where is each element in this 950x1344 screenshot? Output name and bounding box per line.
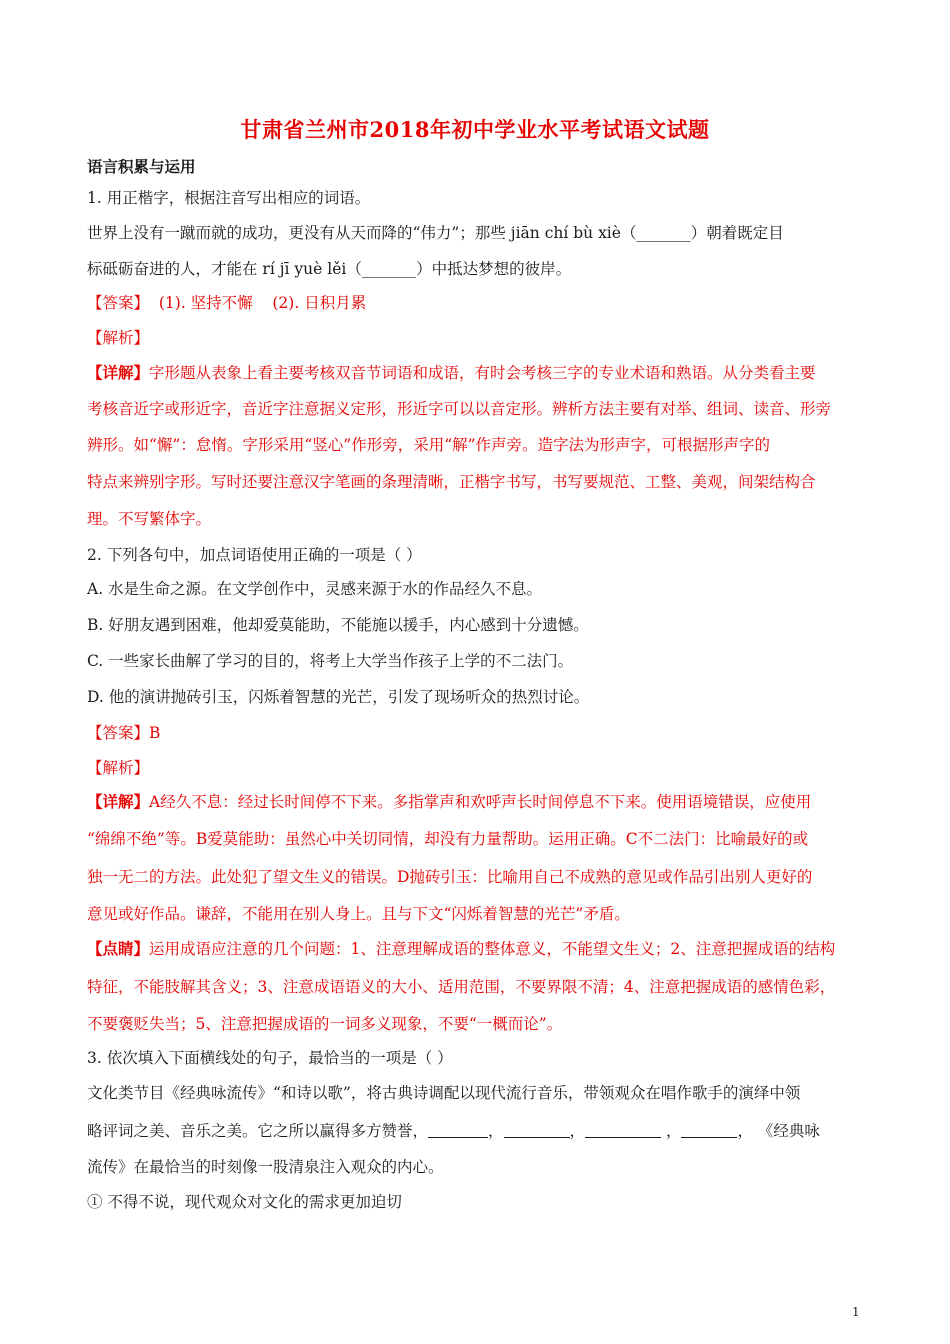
q1-stem: 1. 用正楷字，根据注音写出相应的词语。 — [87, 189, 371, 207]
fill-blank-1 — [428, 1121, 488, 1138]
detail-label: 【详解】 — [87, 792, 150, 811]
q3-text-line-1: 文化类节目《经典咏流传》“和诗以歌”，将古典诗调配以现代流行音乐，带领观众在唱作歌手的演绎中领 — [87, 1084, 801, 1102]
q2-tip-line-2: 特征，不能肢解其含义；3、注意成语语义的大小、适用范围，不要界限不清；4、注意把握成语的感情色彩， — [87, 978, 836, 996]
q1-detail-line-4: 特点来辨别字形。写时还要注意汉字笔画的条理清晰，正楷字书写，书写要规范、工整、美观，间架结构合 — [87, 473, 816, 491]
q3-text-part: 《经典咏 — [757, 1122, 820, 1140]
q1-detail-line-3: 辨形。如“懈”：怠惰。字形采用“竖心”作形旁，采用“解”作声旁。造字法为形声字，可根据形声字的 — [87, 436, 771, 454]
q2-answer — [87, 722, 160, 744]
q2-detail-line-1 — [87, 791, 811, 813]
section-heading: 语言积累与运用 — [87, 157, 196, 176]
tip-label: 【点睛】 — [87, 939, 150, 958]
q3-stem: 3. 依次填入下面横线处的句子，最恰当的一项是（ ） — [87, 1049, 453, 1067]
document-title: 甘肃省兰州市2018年初中学业水平考试语文试题 — [240, 117, 710, 142]
q1-detail-line-1 — [87, 362, 816, 384]
page-number: 1 — [852, 1305, 860, 1319]
q2-option-d: D. 他的演讲抛砖引玉，闪烁着智慧的光芒，引发了现场听众的热烈讨论。 — [87, 688, 590, 706]
q2-detail-line-3: 独一无二的方法。此处犯了望文生义的错误。D抛砖引玉：比喻用自己不成熟的意见或作品引出别人更好的 — [87, 868, 813, 886]
q1-detail-line-2: 考核音近字或形近字，音近字注意据义定形，形近字可以以音定形。辨析方法主要有对举、组词、读音、形旁 — [87, 400, 832, 418]
answer-text: B — [149, 724, 161, 742]
q3-text-line-2: 略评词之美、音乐之美。它之所以赢得多方赞誉， ， ， ， ， 《经典咏 — [87, 1122, 820, 1140]
q1-text-line-1: 世界上没有一蹴而就的成功，更没有从天而降的“伟力”；那些 jiān chí bù xiè（_______）朝着既定目 — [87, 224, 784, 242]
q3-text-part: 略评词之美、音乐之美。它之所以赢得多方赞誉， — [87, 1122, 429, 1140]
answer-label: 【答案】 — [87, 724, 150, 742]
q2-option-b: B. 好朋友遇到困难，他却爱莫能助，不能施以援手，内心感到十分遗憾。 — [87, 616, 589, 634]
q2-detail-line-2: “绵绵不绝”等。B爱莫能助：虽然心中关切同情，却没有力量帮助。运用正确。C不二法门：比喻最好的或 — [87, 830, 809, 848]
tip-text: 运用成语应注意的几个问题：1、注意理解成语的整体意义，不能望文生义；2、注意把握成语的结构 — [149, 940, 836, 958]
q2-option-a: A. 水是生命之源。在文学创作中，灵感来源于水的作品经久不息。 — [87, 580, 543, 598]
q2-option-c: C. 一些家长曲解了学习的目的，将考上大学当作孩子上学的不二法门。 — [87, 652, 574, 670]
q2-tip-line-1 — [87, 938, 835, 960]
detail-label: 【详解】 — [87, 363, 150, 382]
fill-blank-4 — [681, 1121, 737, 1138]
q2-analysis-label: 【解析】 — [87, 759, 150, 777]
fill-blank-2 — [504, 1121, 570, 1138]
q2-stem: 2. 下列各句中，加点词语使用正确的一项是（ ） — [87, 546, 422, 564]
q1-detail-line-5: 理。不写繁体字。 — [87, 510, 212, 528]
detail-text: A经久不息：经过长时间停不下来。多指掌声和欢呼声长时间停息不下来。使用语境错误，应使用 — [149, 793, 812, 811]
q1-answer — [87, 292, 366, 314]
answer-label: 【答案】 — [87, 294, 150, 312]
q2-tip-line-3: 不要褒贬失当；5、注意把握成语的一词多义现象，不要“一概而论”。 — [87, 1015, 563, 1033]
detail-text: 字形题从表象上看主要考核双音节词语和成语，有时会考核三字的专业术语和熟语。从分类看主要 — [149, 364, 816, 382]
q1-analysis-label: 【解析】 — [87, 329, 150, 347]
fill-blank-3 — [585, 1121, 661, 1138]
q1-text-line-2: 标砥砺奋进的人，才能在 rí jī yuè lěi（_______）中抵达梦想的彼岸。 — [87, 260, 572, 278]
answer-text: (1). 坚持不懈 (2). 日积月累 — [149, 294, 367, 312]
q3-text-line-3: 流传》在最恰当的时刻像一股清泉注入观众的内心。 — [87, 1158, 444, 1176]
q3-item-1: ① 不得不说，现代观众对文化的需求更加迫切 — [87, 1193, 402, 1211]
q2-detail-line-4: 意见或好作品。谦辞，不能用在别人身上。且与下文“闪烁着智慧的光芒”矛盾。 — [87, 905, 630, 923]
